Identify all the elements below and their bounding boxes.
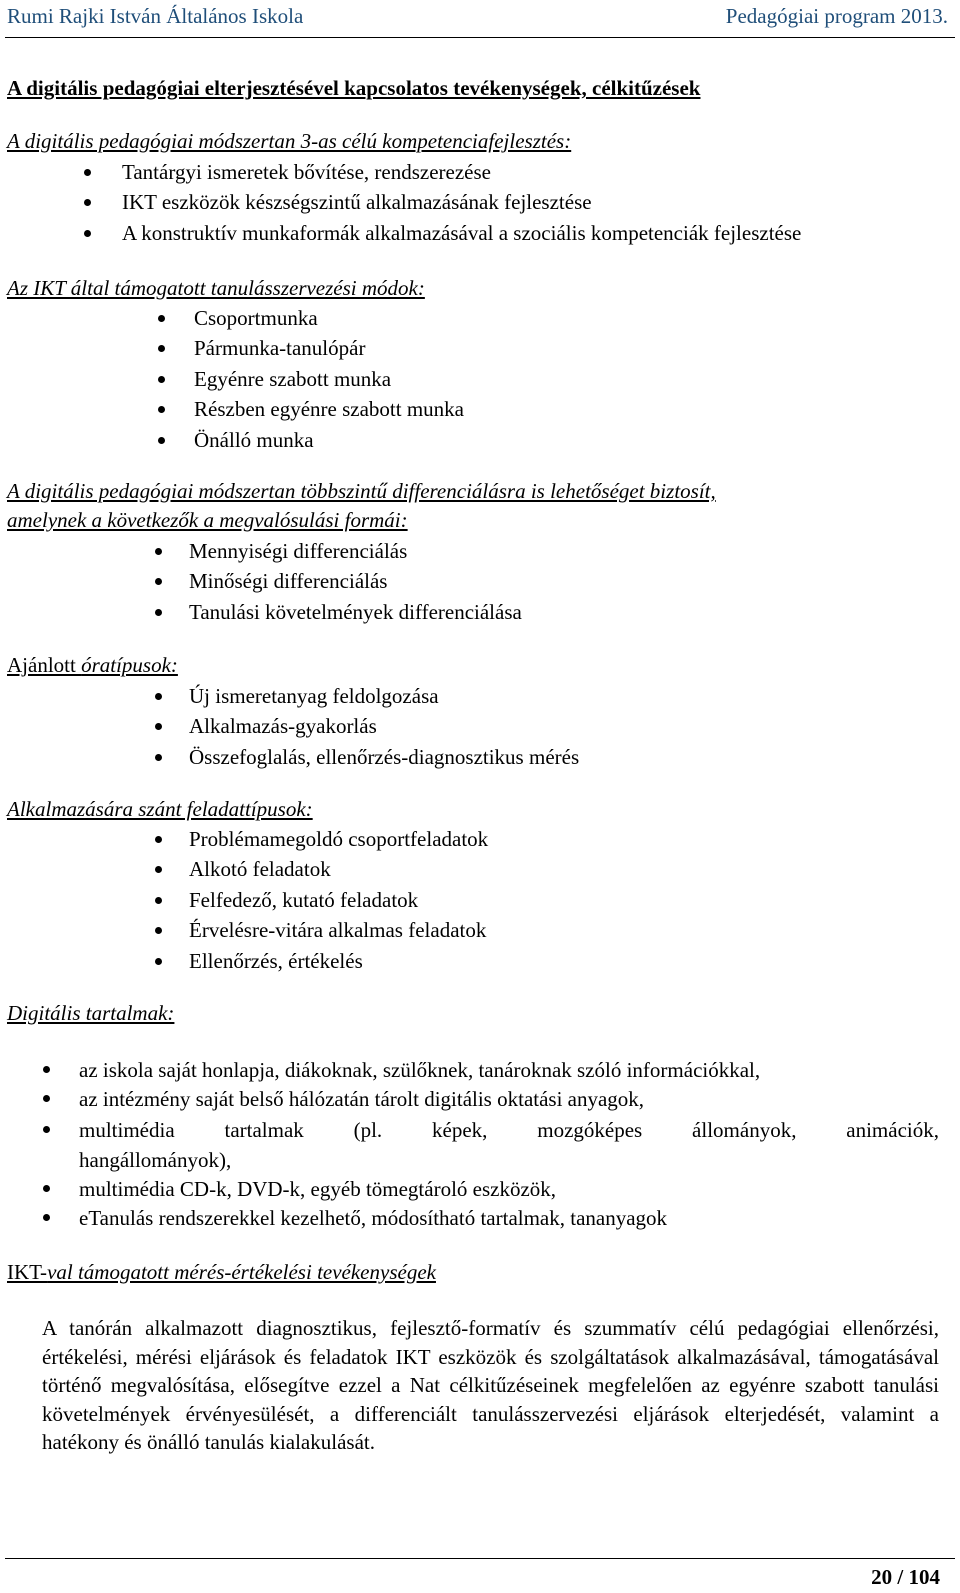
bullet-icon <box>43 1095 50 1102</box>
bullet-icon <box>158 437 165 444</box>
section-lesson-types-title: Ajánlott óratípusok: <box>7 653 178 677</box>
list-item: Mennyiségi differenciálás <box>155 536 522 566</box>
list-item: multimédia CD-k, DVD-k, egyéb tömegtároló eszközök, <box>79 1177 557 1201</box>
section-differentiation-title: A digitális pedagógiai módszertan többszintű differenciálásra is lehetőséget biztosít, <box>7 479 716 503</box>
bullet-icon <box>84 230 91 237</box>
bullet-icon <box>155 548 162 555</box>
bullet-icon <box>155 693 162 700</box>
section-differentiation-title-cont: amelynek a következők a megvalósulási formái: <box>7 508 408 532</box>
section-assessment-title: IKT-val támogatott mérés-értékelési tevékenységek <box>7 1260 436 1284</box>
list-item: Részben egyénre szabott munka <box>158 394 464 424</box>
bullet-icon <box>84 169 91 176</box>
organization-list <box>158 303 464 455</box>
lesson-types-list <box>155 681 579 772</box>
list-item: Pármunka-tanulópár <box>158 333 464 363</box>
bullet-icon <box>155 754 162 761</box>
bullet-icon <box>43 1126 50 1133</box>
section-task-types-title: Alkalmazására szánt feladattípusok: <box>7 797 313 821</box>
list-item: Minőségi differenciálás <box>155 566 522 596</box>
bullet-icon <box>155 836 162 843</box>
competence-list <box>84 157 801 248</box>
list-item: Ellenőrzés, értékelés <box>155 946 488 976</box>
bullet-icon <box>84 199 91 206</box>
main-title: A digitális pedagógiai elterjesztésével kapcsolatos tevékenységek, célkitűzések <box>7 76 701 100</box>
task-types-list <box>155 824 488 976</box>
section-organization-title: Az IKT által támogatott tanulásszervezési módok: <box>7 276 425 300</box>
list-item: Tanulási követelmények differenciálása <box>155 597 522 627</box>
bullet-icon <box>158 376 165 383</box>
header-program-title: Pedagógiai program 2013. <box>725 4 948 28</box>
list-item: az iskola saját honlapja, diákoknak, szülőknek, tanároknak szóló információkkal, <box>79 1058 761 1082</box>
bullet-icon <box>158 345 165 352</box>
section-competence-title: A digitális pedagógiai módszertan 3-as célú kompetenciafejlesztés: <box>7 129 572 153</box>
list-item: Alkotó feladatok <box>155 854 488 884</box>
bullet-icon <box>155 723 162 730</box>
list-item: Új ismeretanyag feldolgozása <box>155 681 579 711</box>
page-number: 20 / 104 <box>871 1565 940 1589</box>
bullet-icon <box>43 1066 50 1073</box>
list-item-continuation: hangállományok), <box>79 1148 232 1172</box>
list-item: eTanulás rendszerekkel kezelhető, módosítható tartalmak, tananyagok <box>79 1206 668 1230</box>
bullet-icon <box>158 406 165 413</box>
list-item: A konstruktív munkaformák alkalmazásával a szociális kompetenciák fejlesztése <box>84 218 801 248</box>
bullet-icon <box>155 927 162 934</box>
differentiation-list <box>155 536 522 627</box>
section-digital-content-title: Digitális tartalmak: <box>7 1001 175 1025</box>
bullet-icon <box>43 1214 50 1221</box>
bullet-icon <box>155 578 162 585</box>
assessment-paragraph: A tanórán alkalmazott diagnosztikus, fejlesztő-formatív és szummatív célú pedagógiai ellenőrzési, értékelési, mérési eljárások és feladatok IKT eszközök és szolgáltatások alkalmazásával, támogatásával történő megvalósítása, elősegítve ezzel a Nat célkitűzéseinek megfelelően az egyénre szabott tanulási követelmények érvényesülését, a differenciált tanulásszervezési eljárások elterjedését, valamint a hatékony és önálló tanulás kialakulását. <box>42 1316 939 1455</box>
bullet-icon <box>155 609 162 616</box>
list-item: Alkalmazás-gyakorlás <box>155 711 579 741</box>
header-school-name: Rumi Rajki István Általános Iskola <box>7 4 304 28</box>
bullet-icon <box>158 315 165 322</box>
footer-divider <box>5 1558 955 1559</box>
list-item: Csoportmunka <box>158 303 464 333</box>
list-item: Egyénre szabott munka <box>158 364 464 394</box>
bullet-icon <box>43 1185 50 1192</box>
list-item: Összefoglalás, ellenőrzés-diagnosztikus mérés <box>155 742 579 772</box>
list-item: Önálló munka <box>158 425 464 455</box>
list-item: multimédia tartalmak (pl. képek, mozgóképes állományok, animációk, <box>79 1118 939 1142</box>
list-item: Érvelésre-vitára alkalmas feladatok <box>155 915 488 945</box>
bullet-icon <box>155 866 162 873</box>
header-divider <box>5 37 955 38</box>
bullet-icon <box>155 897 162 904</box>
bullet-icon <box>155 958 162 965</box>
list-item: Felfedező, kutató feladatok <box>155 885 488 915</box>
list-item: Problémamegoldó csoportfeladatok <box>155 824 488 854</box>
list-item: az intézmény saját belső hálózatán tárolt digitális oktatási anyagok, <box>79 1087 645 1111</box>
list-item: IKT eszközök készségszintű alkalmazásának fejlesztése <box>84 187 801 217</box>
list-item: Tantárgyi ismeretek bővítése, rendszerezése <box>84 157 801 187</box>
